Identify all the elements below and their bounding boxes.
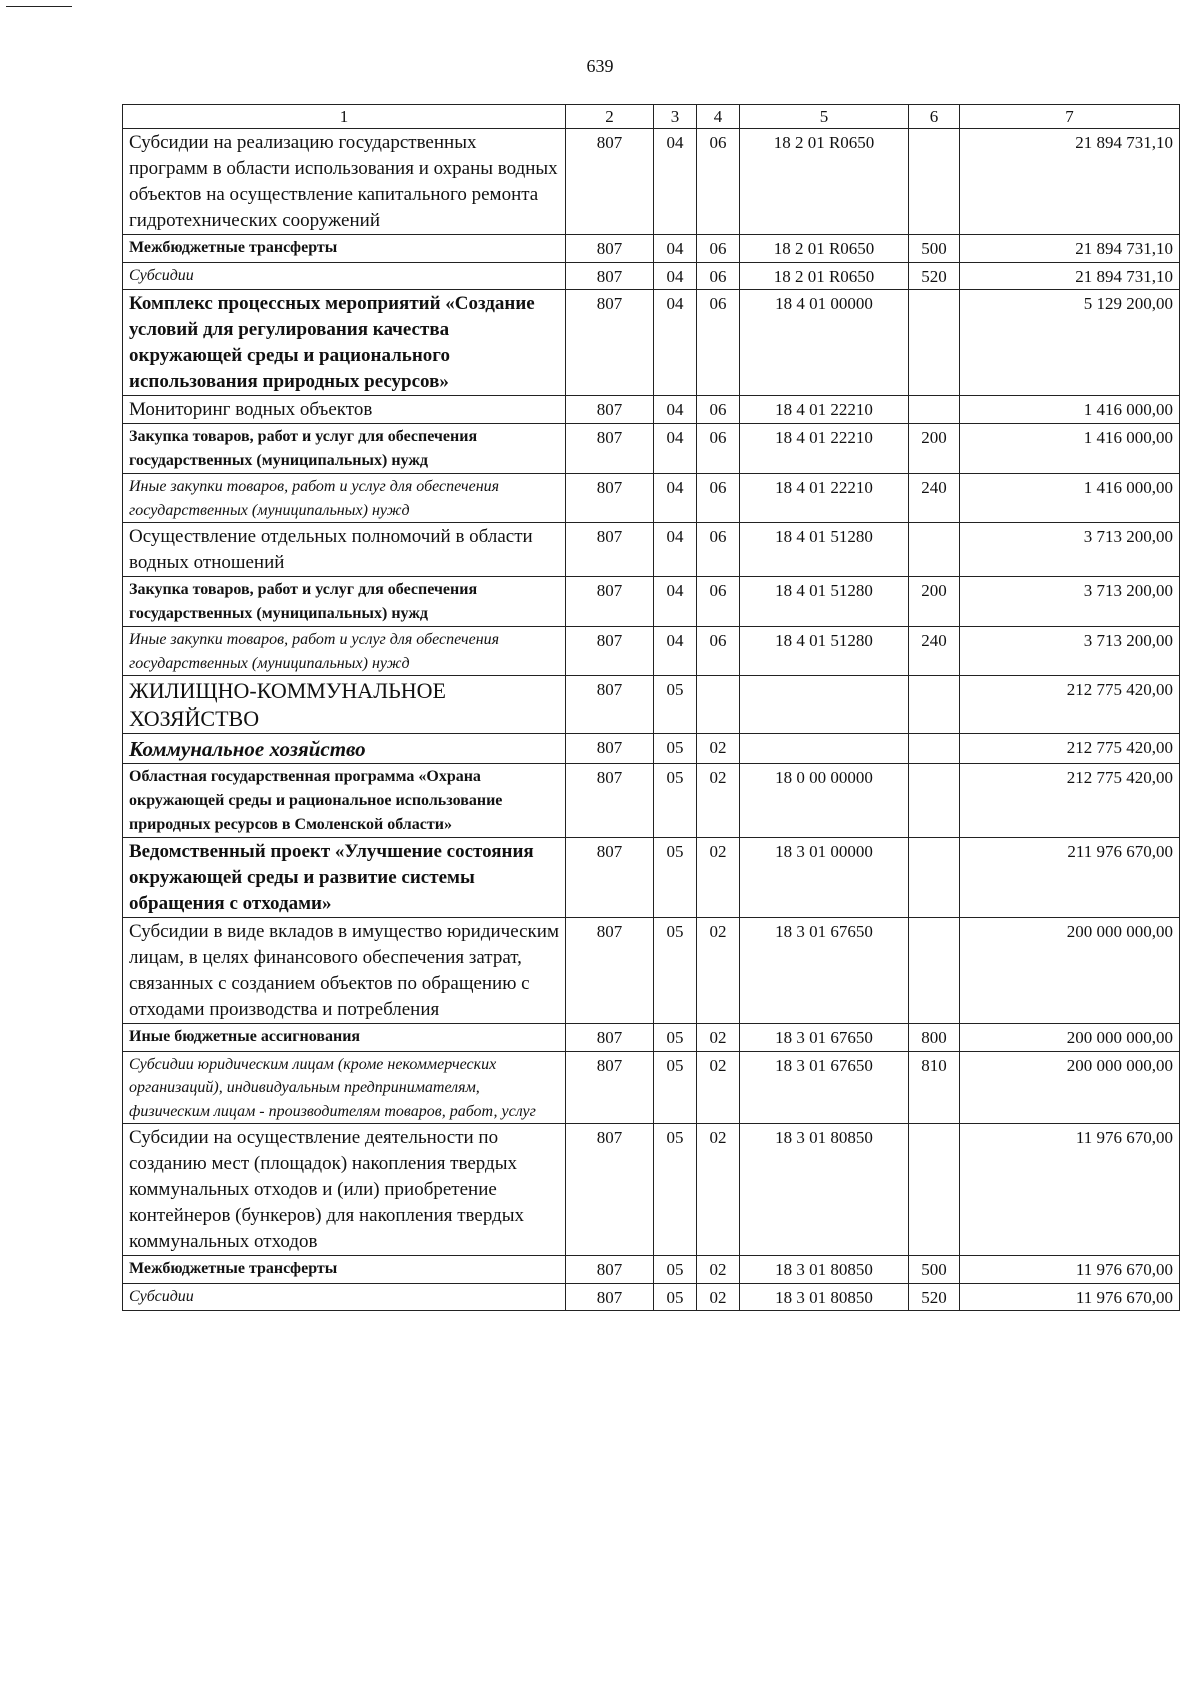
amount-cell: 11 976 670,00 xyxy=(960,1124,1180,1256)
code-admin-cell: 807 xyxy=(566,676,654,734)
header-cell-4: 4 xyxy=(697,105,740,129)
target-article-cell xyxy=(740,676,909,734)
subsection-cell: 02 xyxy=(697,1256,740,1284)
target-article-cell xyxy=(740,734,909,764)
expense-type-cell: 520 xyxy=(909,262,960,290)
table-row xyxy=(123,627,1180,676)
target-article-cell: 18 3 01 00000 xyxy=(740,838,909,918)
table-row xyxy=(123,764,1180,838)
target-article-cell: 18 4 01 51280 xyxy=(740,523,909,577)
table-row xyxy=(123,577,1180,627)
table-row xyxy=(123,396,1180,424)
header-cell-1: 1 xyxy=(123,105,566,129)
code-admin-cell: 807 xyxy=(566,474,654,523)
code-admin-cell: 807 xyxy=(566,1283,654,1311)
subsection-cell: 06 xyxy=(697,523,740,577)
amount-cell: 212 775 420,00 xyxy=(960,734,1180,764)
code-admin-cell: 807 xyxy=(566,734,654,764)
subsection-cell xyxy=(697,676,740,734)
expense-type-cell: 500 xyxy=(909,1256,960,1284)
header-cell-7: 7 xyxy=(960,105,1180,129)
subsection-cell: 02 xyxy=(697,1124,740,1256)
table-row xyxy=(123,129,1180,235)
amount-cell: 11 976 670,00 xyxy=(960,1283,1180,1311)
expense-type-cell xyxy=(909,396,960,424)
section-cell: 05 xyxy=(654,676,697,734)
row-name-cell: Иные закупки товаров, работ и услуг для обеспечения государственных (муниципальных) нужд xyxy=(123,627,566,676)
section-cell: 05 xyxy=(654,918,697,1024)
amount-cell: 212 775 420,00 xyxy=(960,764,1180,838)
row-name-cell: Межбюджетные трансферты xyxy=(123,1256,566,1284)
expense-type-cell: 200 xyxy=(909,424,960,474)
target-article-cell: 18 4 01 22210 xyxy=(740,396,909,424)
expense-type-cell xyxy=(909,676,960,734)
row-name-cell: Комплекс процессных мероприятий «Создание условий для регулирования качества окружающей среды и рационального использования природных ресурсов» xyxy=(123,290,566,396)
expense-type-cell xyxy=(909,523,960,577)
row-name-cell: Иные бюджетные ассигнования xyxy=(123,1024,566,1052)
amount-cell: 21 894 731,10 xyxy=(960,262,1180,290)
table-header-row xyxy=(123,105,1180,129)
section-cell: 05 xyxy=(654,1283,697,1311)
table-row xyxy=(123,1124,1180,1256)
table-row xyxy=(123,1256,1180,1284)
table-row xyxy=(123,1283,1180,1311)
code-admin-cell: 807 xyxy=(566,1256,654,1284)
expense-type-cell xyxy=(909,290,960,396)
subsection-cell: 02 xyxy=(697,734,740,764)
target-article-cell: 18 4 01 51280 xyxy=(740,627,909,676)
subsection-cell: 02 xyxy=(697,918,740,1024)
table-row xyxy=(123,235,1180,263)
target-article-cell: 18 3 01 80850 xyxy=(740,1256,909,1284)
expense-type-cell xyxy=(909,764,960,838)
amount-cell: 200 000 000,00 xyxy=(960,1051,1180,1124)
row-name-cell: Субсидии юридическим лицам (кроме некоммерческих организаций), индивидуальным предпринимателям, физическим лицам - производителям товаров, работ, услуг xyxy=(123,1051,566,1124)
expense-type-cell xyxy=(909,838,960,918)
table-row xyxy=(123,734,1180,764)
code-admin-cell: 807 xyxy=(566,1124,654,1256)
expense-type-cell: 810 xyxy=(909,1051,960,1124)
section-cell: 05 xyxy=(654,734,697,764)
expense-type-cell: 200 xyxy=(909,577,960,627)
page-number: 639 xyxy=(586,56,614,76)
code-admin-cell: 807 xyxy=(566,129,654,235)
row-name-cell: Закупка товаров, работ и услуг для обеспечения государственных (муниципальных) нужд xyxy=(123,424,566,474)
row-name-cell: Областная государственная программа «Охрана окружающей среды и рациональное использование природных ресурсов в Смоленской области» xyxy=(123,764,566,838)
code-admin-cell: 807 xyxy=(566,577,654,627)
section-cell: 04 xyxy=(654,262,697,290)
row-name-cell: Коммунальное хозяйство xyxy=(123,734,566,764)
amount-cell: 1 416 000,00 xyxy=(960,474,1180,523)
subsection-cell: 06 xyxy=(697,627,740,676)
code-admin-cell: 807 xyxy=(566,627,654,676)
expense-type-cell xyxy=(909,918,960,1024)
row-name-cell: Субсидии xyxy=(123,1283,566,1311)
subsection-cell: 06 xyxy=(697,474,740,523)
section-cell: 04 xyxy=(654,396,697,424)
amount-cell: 5 129 200,00 xyxy=(960,290,1180,396)
amount-cell: 21 894 731,10 xyxy=(960,129,1180,235)
table-row xyxy=(123,474,1180,523)
expense-type-cell: 240 xyxy=(909,627,960,676)
target-article-cell: 18 3 01 67650 xyxy=(740,1051,909,1124)
table-row xyxy=(123,262,1180,290)
subsection-cell: 02 xyxy=(697,838,740,918)
section-cell: 04 xyxy=(654,129,697,235)
expense-type-cell xyxy=(909,129,960,235)
amount-cell: 1 416 000,00 xyxy=(960,396,1180,424)
table-row xyxy=(123,1024,1180,1052)
table-row xyxy=(123,1051,1180,1124)
target-article-cell: 18 3 01 67650 xyxy=(740,918,909,1024)
expense-type-cell: 240 xyxy=(909,474,960,523)
code-admin-cell: 807 xyxy=(566,523,654,577)
header-cell-6: 6 xyxy=(909,105,960,129)
row-name-cell: Межбюджетные трансферты xyxy=(123,235,566,263)
section-cell: 05 xyxy=(654,1256,697,1284)
row-name-cell: Иные закупки товаров, работ и услуг для обеспечения государственных (муниципальных) нужд xyxy=(123,474,566,523)
subsection-cell: 06 xyxy=(697,396,740,424)
subsection-cell: 06 xyxy=(697,129,740,235)
code-admin-cell: 807 xyxy=(566,764,654,838)
subsection-cell: 06 xyxy=(697,424,740,474)
section-cell: 04 xyxy=(654,474,697,523)
expense-type-cell: 800 xyxy=(909,1024,960,1052)
amount-cell: 200 000 000,00 xyxy=(960,918,1180,1024)
expense-type-cell: 520 xyxy=(909,1283,960,1311)
target-article-cell: 18 2 01 R0650 xyxy=(740,235,909,263)
top-edge-rule xyxy=(6,6,72,7)
code-admin-cell: 807 xyxy=(566,235,654,263)
expense-type-cell xyxy=(909,734,960,764)
target-article-cell: 18 3 01 67650 xyxy=(740,1024,909,1052)
row-name-cell: Субсидии в виде вкладов в имущество юридическим лицам, в целях финансового обеспечения затрат, связанных с созданием объектов по обращению с отходами производства и потребления xyxy=(123,918,566,1024)
budget-table xyxy=(122,104,1180,1311)
row-name-cell: ЖИЛИЩНО-КОММУНАЛЬНОЕ ХОЗЯЙСТВО xyxy=(123,676,566,734)
target-article-cell: 18 4 01 22210 xyxy=(740,424,909,474)
code-admin-cell: 807 xyxy=(566,396,654,424)
row-name-cell: Субсидии xyxy=(123,262,566,290)
table-row xyxy=(123,424,1180,474)
amount-cell: 200 000 000,00 xyxy=(960,1024,1180,1052)
code-admin-cell: 807 xyxy=(566,1024,654,1052)
subsection-cell: 02 xyxy=(697,1024,740,1052)
section-cell: 04 xyxy=(654,290,697,396)
section-cell: 05 xyxy=(654,1051,697,1124)
subsection-cell: 06 xyxy=(697,290,740,396)
row-name-cell: Закупка товаров, работ и услуг для обеспечения государственных (муниципальных) нужд xyxy=(123,577,566,627)
section-cell: 04 xyxy=(654,235,697,263)
code-admin-cell: 807 xyxy=(566,838,654,918)
section-cell: 04 xyxy=(654,523,697,577)
row-name-cell: Субсидии на осуществление деятельности по созданию мест (площадок) накопления твердых коммунальных отходов и (или) приобретение контейнеров (бункеров) для накопления твердых коммунальных отходов xyxy=(123,1124,566,1256)
amount-cell: 11 976 670,00 xyxy=(960,1256,1180,1284)
row-name-cell: Осуществление отдельных полномочий в области водных отношений xyxy=(123,523,566,577)
amount-cell: 212 775 420,00 xyxy=(960,676,1180,734)
subsection-cell: 02 xyxy=(697,1283,740,1311)
header-cell-2: 2 xyxy=(566,105,654,129)
amount-cell: 1 416 000,00 xyxy=(960,424,1180,474)
code-admin-cell: 807 xyxy=(566,290,654,396)
subsection-cell: 06 xyxy=(697,262,740,290)
subsection-cell: 02 xyxy=(697,1051,740,1124)
target-article-cell: 18 4 01 22210 xyxy=(740,474,909,523)
section-cell: 05 xyxy=(654,1024,697,1052)
table-row xyxy=(123,523,1180,577)
table-row xyxy=(123,838,1180,918)
expense-type-cell xyxy=(909,1124,960,1256)
amount-cell: 21 894 731,10 xyxy=(960,235,1180,263)
subsection-cell: 06 xyxy=(697,577,740,627)
table-row xyxy=(123,918,1180,1024)
row-name-cell: Ведомственный проект «Улучшение состояния окружающей среды и развитие системы обращения с отходами» xyxy=(123,838,566,918)
section-cell: 04 xyxy=(654,424,697,474)
target-article-cell: 18 4 01 00000 xyxy=(740,290,909,396)
target-article-cell: 18 3 01 80850 xyxy=(740,1124,909,1256)
target-article-cell: 18 2 01 R0650 xyxy=(740,129,909,235)
section-cell: 04 xyxy=(654,627,697,676)
row-name-cell: Субсидии на реализацию государственных программ в области использования и охраны водных объектов на осуществление капитального ремонта гидротехнических сооружений xyxy=(123,129,566,235)
code-admin-cell: 807 xyxy=(566,918,654,1024)
code-admin-cell: 807 xyxy=(566,424,654,474)
section-cell: 05 xyxy=(654,838,697,918)
section-cell: 05 xyxy=(654,764,697,838)
amount-cell: 3 713 200,00 xyxy=(960,627,1180,676)
code-admin-cell: 807 xyxy=(566,1051,654,1124)
code-admin-cell: 807 xyxy=(566,262,654,290)
amount-cell: 3 713 200,00 xyxy=(960,577,1180,627)
amount-cell: 3 713 200,00 xyxy=(960,523,1180,577)
target-article-cell: 18 2 01 R0650 xyxy=(740,262,909,290)
section-cell: 05 xyxy=(654,1124,697,1256)
row-name-cell: Мониторинг водных объектов xyxy=(123,396,566,424)
target-article-cell: 18 3 01 80850 xyxy=(740,1283,909,1311)
amount-cell: 211 976 670,00 xyxy=(960,838,1180,918)
expense-type-cell: 500 xyxy=(909,235,960,263)
header-cell-5: 5 xyxy=(740,105,909,129)
table-row xyxy=(123,290,1180,396)
subsection-cell: 02 xyxy=(697,764,740,838)
target-article-cell: 18 4 01 51280 xyxy=(740,577,909,627)
target-article-cell: 18 0 00 00000 xyxy=(740,764,909,838)
section-cell: 04 xyxy=(654,577,697,627)
table-row xyxy=(123,676,1180,734)
subsection-cell: 06 xyxy=(697,235,740,263)
header-cell-3: 3 xyxy=(654,105,697,129)
